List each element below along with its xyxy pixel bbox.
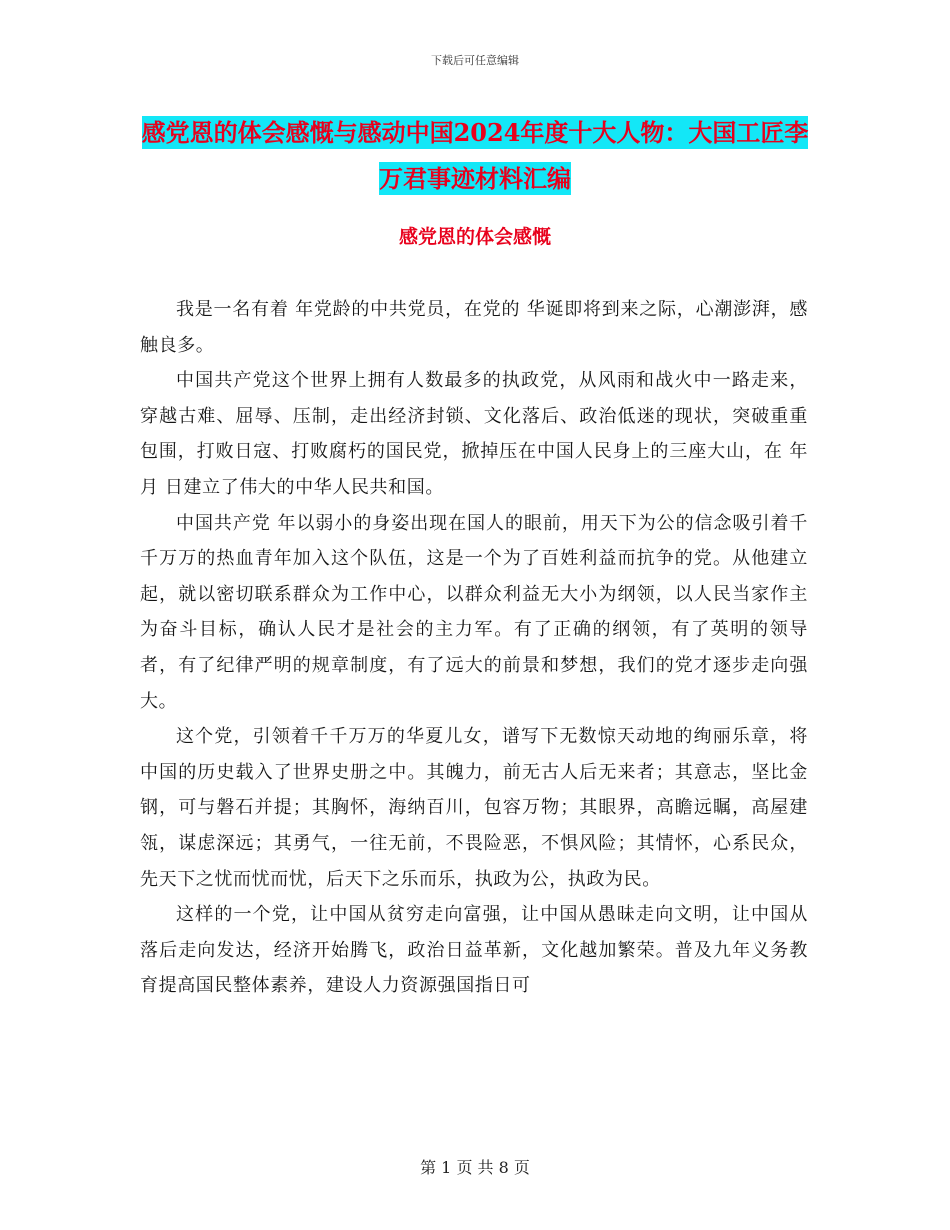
document-title-text: 感党恩的体会感慨与感动中国2024年度十大人物：大国工匠李万君事迹材料汇编 — [141, 118, 809, 193]
paragraph: 我是一名有着 年党龄的中共党员，在党的 华诞即将到来之际，心潮澎湃，感触良多。 — [140, 299, 808, 356]
header-note: 下载后可任意编辑 — [431, 54, 519, 67]
paragraph: 中国共产党 年以弱小的身姿出现在国人的眼前，用天下为公的信念吸引着千千万万的热血青年加入这个队伍，这是一个为了百姓利益而抗争的党。从他建立起，就以密切联系群众为工作中心，以群众利益无大小为纲领，以人民当家作主为奋斗目标，确认人民才是社会的主力军。有了正确的纲领，有了英明的领导者，有了纪律严明的规章制度，有了远大的前景和梦想，我们的党才逐步走向强大。 — [140, 512, 808, 712]
section-title: 感党恩的体会感慨 — [398, 226, 551, 248]
page-number: 第 1 页 共 8 页 — [420, 1158, 530, 1177]
paragraph: 这样的一个党，让中国从贫穷走向富强，让中国从愚昧走向文明，让中国从落后走向发达，经济开始腾飞，政治日益革新，文化越加繁荣。普及九年义务教育提高国民整体素养，建设人力资源强国指日可 — [140, 904, 808, 997]
paragraph: 中国共产党这个世界上拥有人数最多的执政党，从风雨和战火中一路走来，穿越古难、屈辱、压制，走出经济封锁、文化落后、政治低迷的现状，突破重重包围，打败日寇、打败腐朽的国民党，掀掉压在中国人民身上的三座大山，在 年 月 日建立了伟大的中华人民共和国。 — [140, 370, 808, 498]
document-title — [140, 110, 810, 202]
paragraph: 这个党，引领着千千万万的华夏儿女，谱写下无数惊天动地的绚丽乐章，将中国的历史载入了世界史册之中。其魄力，前无古人后无来者；其意志，坚比金钢，可与磐石并提；其胸怀，海纳百川，包容万物；其眼界，高瞻远瞩，高屋建瓴，谋虑深远；其勇气，一往无前，不畏险恶，不惧风险；其情怀，心系民众，先天下之忧而忧而忧，后天下之乐而乐，执政为公，执政为民。 — [140, 726, 808, 890]
document-body — [140, 292, 808, 1004]
